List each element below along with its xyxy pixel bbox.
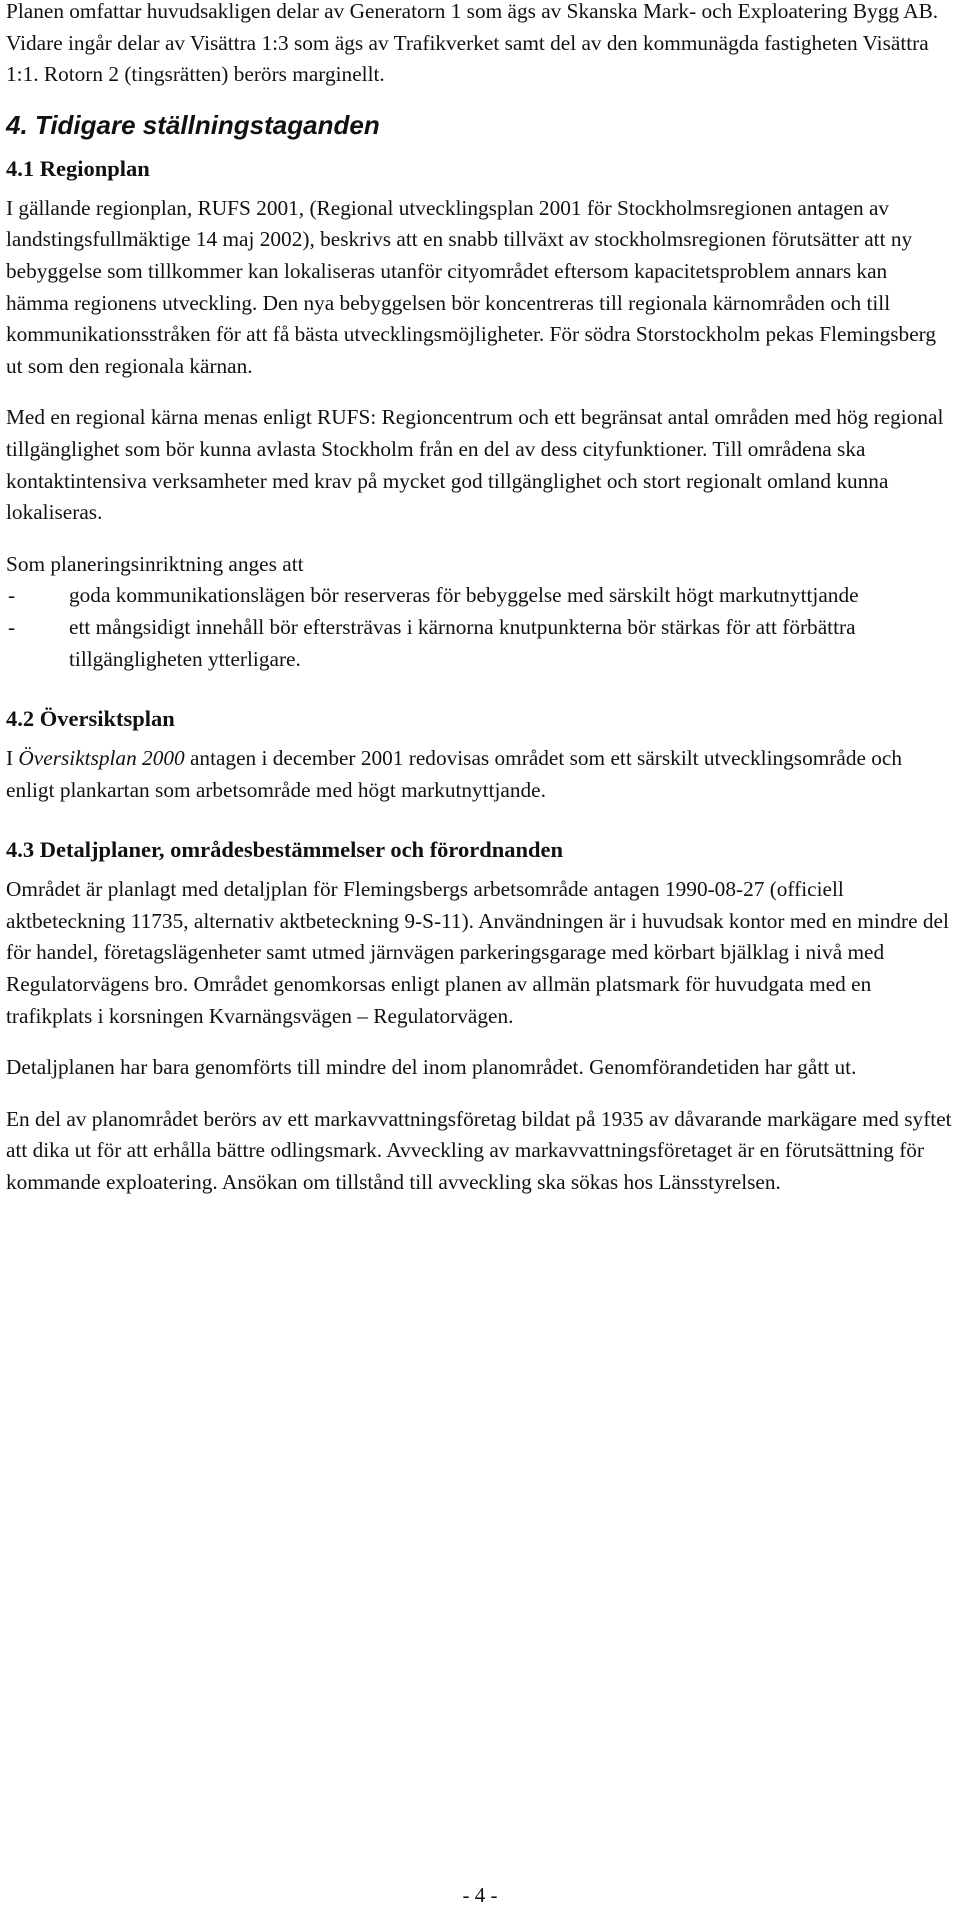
heading-detaljplaner: 4.3 Detaljplaner, områdesbestämmelser och förordnanden	[6, 837, 564, 863]
oversiktsplan-text-before: I	[6, 746, 19, 771]
detaljplaner-paragraph-1: Området är planlagt med detaljplan för Flemingsbergs arbetsområde antagen 1990-08-27 (officiell aktbeteckning 11735, alternativ aktbeteckning 9-S-11). Användningen är i huvudsak kontor med en mindre del för handel, företagslägenheter samt utmed järnvägen parkeringsgarage med körbart bjälklag i nivå med Regulatorvägens bro. Området genomkorsas enligt planen av allmän platsmark för huvudgata med en trafikplats i korsningen Kvarnängsvägen – Regulatorvägen.	[6, 877, 949, 1028]
page-number: - 4 -	[462, 1883, 498, 1907]
regionplan-paragraph-1: I gällande regionplan, RUFS 2001, (Regional utvecklingsplan 2001 för Stockholmsregionen antagen av landstingsfullmäktige 14 maj 2002), beskrivs att en snabb tillväxt av stockholmsregionen förutsätter att ny bebyggelse som tillkommer kan lokaliseras utanför cityområdet eftersom kapacitetsproblem annars kan hämma regionens utveckling. Den nya bebyggelsen bör koncentreras till regionala kärnområden och till kommunikationsstråken för att få bästa utvecklingsmöjligheter. För södra Storstockholm pekas Flemingsberg ut som den regionala kärnan.	[6, 195, 937, 378]
heading-oversiktsplan: 4.2 Översiktsplan	[6, 706, 175, 732]
intro-paragraph: Planen omfattar huvudsakligen delar av Generatorn 1 som ägs av Skanska Mark- och Exploatering Bygg AB. Vidare ingår delar av Visättra 1:3 som ägs av Trafikverket samt del av den kommunägda fastigheten Visättra 1:1. Rotorn 2 (tingsrätten) berörs marginellt.	[6, 0, 939, 87]
section-title-previous-positions: 4. Tidigare ställningstaganden	[6, 109, 380, 140]
regionplan-paragraph-2: Med en regional kärna menas enligt RUFS: Regioncentrum och ett begränsat antal områden med hög regional tillgänglighet som bör kunna avlasta Stockholm från en del av dess cityfunktioner. Till områdena ska kontaktintensiva verksamheter med krav på mycket god tillgänglighet och stort regionalt omland kunna lokaliseras.	[6, 405, 944, 525]
list-item-text: ett mångsidigt innehåll bör eftersträvas i kärnorna knutpunkterna bör stärkas för att förbättra tillgängligheten ytterligare.	[69, 614, 856, 671]
regionplan-list-intro: Som planeringsinriktning anges att	[6, 551, 304, 576]
oversiktsplan-title-italic: Översiktsplan 2000	[18, 746, 185, 771]
list-item	[6, 612, 954, 675]
oversiktsplan-paragraph	[6, 743, 954, 806]
detaljplaner-paragraph-2: Detaljplanen har bara genomförts till mindre del inom planområdet. Genomförandetiden har gått ut.	[6, 1055, 857, 1080]
list-item-text: goda kommunikationslägen bör reserveras för bebyggelse med särskilt högt markutnyttjande	[69, 583, 859, 608]
list-dash: -	[8, 583, 16, 608]
list-dash: -	[8, 614, 16, 639]
oversiktsplan-text-after: antagen i december 2001 redovisas området som ett särskilt utvecklingsområde och enligt plankartan som arbetsområde med högt markutnyttjande.	[6, 746, 903, 802]
detaljplaner-paragraph-3: En del av planområdet berörs av ett markavvattningsföretag bildat på 1935 av dåvarande markägare med syftet att dika ut för att erhålla bättre odlingsmark. Avveckling av markavvattningsföretaget är en förutsättning för kommande exploatering. Ansökan om tillstånd till avveckling ska sökas hos Länsstyrelsen.	[6, 1106, 952, 1195]
planning-direction-list	[6, 580, 954, 675]
list-item	[6, 580, 954, 612]
heading-regionplan: 4.1 Regionplan	[6, 155, 150, 181]
